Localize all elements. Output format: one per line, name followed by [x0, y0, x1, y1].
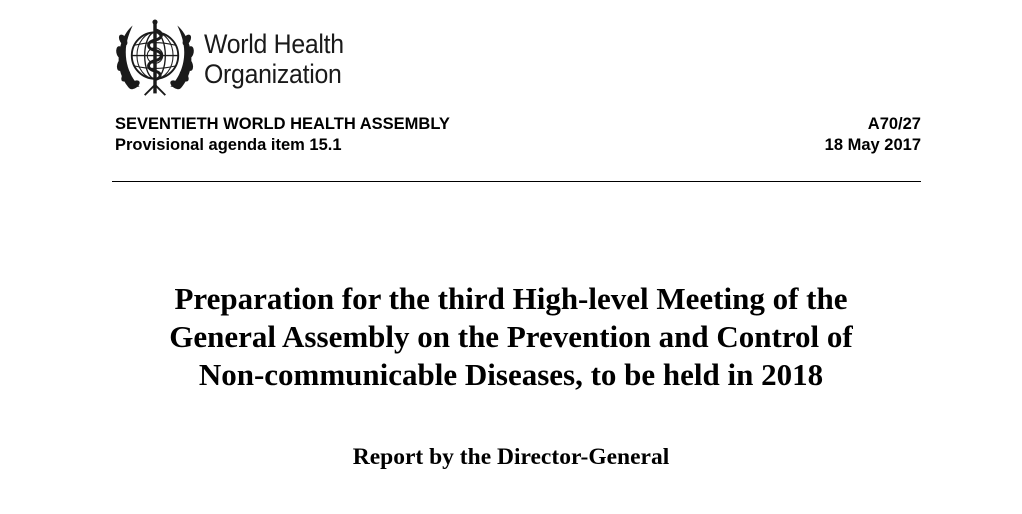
who-emblem-icon: [112, 16, 198, 102]
assembly-name: SEVENTIETH WORLD HEALTH ASSEMBLY: [115, 115, 450, 133]
organization-name-line2: Organization: [204, 59, 342, 89]
document-meta-right: [825, 114, 921, 156]
agenda-item: Provisional agenda item 15.1: [115, 136, 342, 154]
document-title-line3: Non-communicable Diseases, to be held in 2018: [198, 357, 824, 392]
document-title-line2: General Assembly on the Prevention and Control of: [169, 319, 853, 354]
document-subtitle: Report by the Director-General: [352, 444, 670, 470]
document-number: A70/27: [867, 115, 921, 133]
document-date: 18 May 2017: [824, 136, 921, 154]
organization-name-line1: World Health: [204, 29, 344, 59]
header-divider: [112, 181, 921, 182]
who-logo: [112, 14, 412, 104]
organization-name: [204, 29, 344, 89]
document-title: [60, 280, 962, 394]
document-meta-left: [115, 114, 450, 156]
document-title-line1: Preparation for the third High-level Meeting of the: [174, 281, 848, 316]
